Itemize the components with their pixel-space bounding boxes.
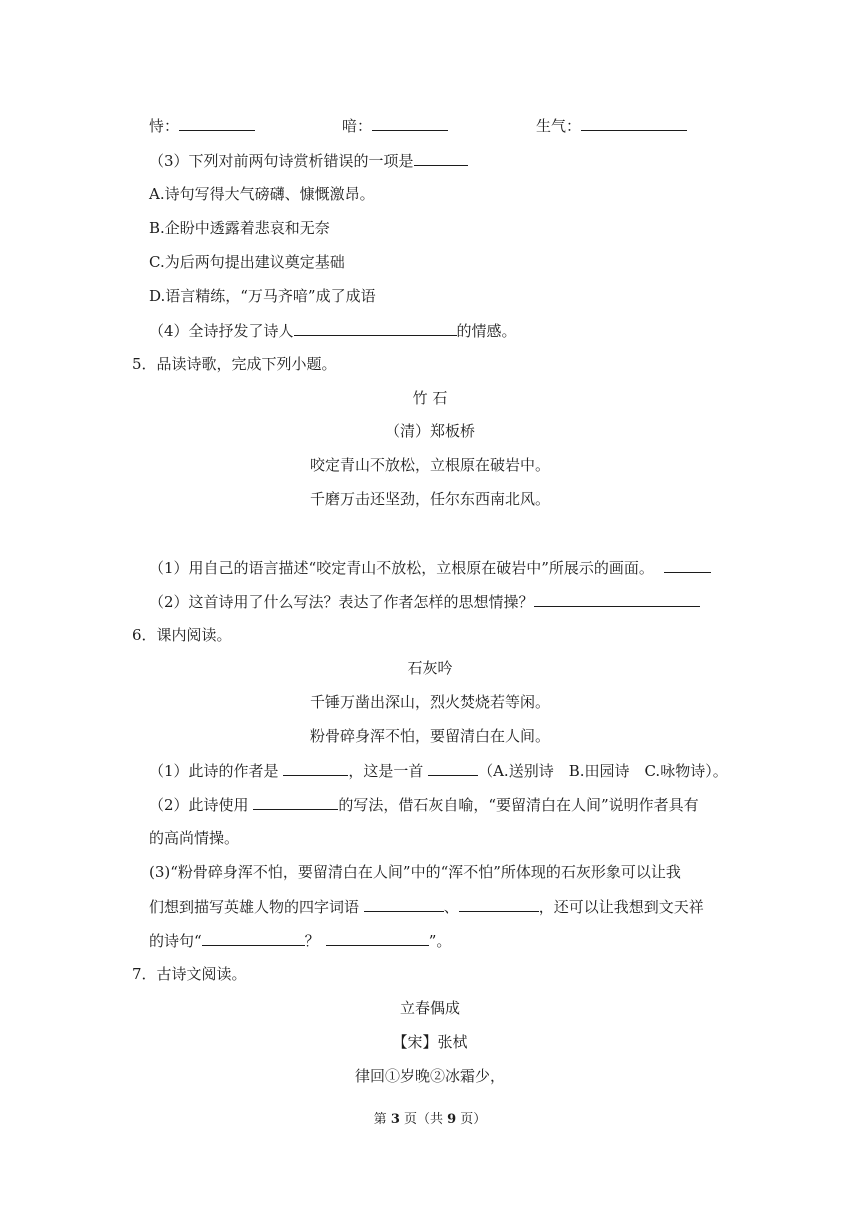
- q6-sub1-c: （A.送别诗 B.田园诗 C.咏物诗）。: [478, 762, 728, 780]
- q6-sub1-a: （1）此诗的作者是: [149, 762, 284, 780]
- q6-sub3-b2: 、: [443, 898, 459, 916]
- q4-sub4-suffix: 的情感。: [456, 322, 517, 340]
- q7-heading: 7．古诗文阅读。: [132, 965, 247, 983]
- q4-sub4-prefix: （4）全诗抒发了诗人: [149, 322, 294, 340]
- q5-sub2-text: （2）这首诗用了什么写法？表达了作者怎样的思想情操？: [149, 593, 534, 611]
- q6-sub3-line2: [149, 896, 704, 917]
- answer-blank-q6-author[interactable]: [283, 760, 348, 776]
- total-pages: 9: [447, 1112, 457, 1127]
- q7-poem-author: 【宋】张栻: [392, 1033, 468, 1051]
- answer-blank-q5-1[interactable]: [664, 557, 711, 573]
- q4-option-a: A.诗句写得大气磅礴、慷慨激昂。: [149, 185, 375, 203]
- q6-sub3-b1: 们想到描写英雄人物的四字词语: [149, 898, 364, 916]
- q4-row1-b: [342, 115, 448, 136]
- q5-poem-line-2: 千磨万击还坚劲，任尔东西南北风。: [309, 490, 550, 508]
- answer-blank-q4-3[interactable]: [414, 150, 468, 166]
- q5-poem-author: （清）郑板桥: [384, 422, 475, 440]
- word-yin-label: 喑：: [342, 117, 373, 135]
- word-shi-label: 恃：: [149, 117, 180, 135]
- q6-heading: 6．课内阅读。: [132, 626, 232, 644]
- q4-row1-c: [536, 115, 687, 136]
- q7-poem-line-1: 律回①岁晚②冰霜少，: [354, 1067, 505, 1085]
- q6-sub3-line3: [149, 930, 451, 951]
- q6-sub3-c2: ？: [304, 932, 320, 950]
- q4-option-c: C.为后两句提出建议奠定基础: [149, 253, 345, 271]
- q6-sub2-cont: 的高尚情操。: [149, 829, 240, 847]
- q6-sub3-line1: (3)“粉骨碎身浑不怕，要留清白在人间”中的“浑不怕”所体现的石灰形象可以让我: [149, 863, 681, 881]
- q4-sub3-text: （3）下列对前两句诗赏析错误的一项是: [149, 152, 414, 170]
- q5-heading: 5．品读诗歌，完成下列小题。: [132, 355, 337, 373]
- q4-option-d: D.语言精练，“万马齐喑”成了成语: [149, 287, 376, 305]
- q6-sub3-c3: ”。: [428, 932, 452, 950]
- q4-option-b: B.企盼中透露着悲哀和无奈: [149, 219, 330, 237]
- q5-poem-title: 竹 石: [412, 389, 448, 407]
- footer-text-c: 页）: [456, 1112, 487, 1127]
- answer-blank-shi[interactable]: [179, 115, 255, 131]
- page-number: 3: [390, 1112, 400, 1127]
- q6-sub1: [149, 760, 728, 781]
- q5-sub2: [149, 591, 700, 612]
- answer-blank-q6-idiom-2[interactable]: [459, 896, 539, 912]
- q6-sub1-b: ，这是一首: [348, 762, 429, 780]
- answer-blank-q6-idiom-1[interactable]: [364, 896, 444, 912]
- word-shengqi-label: 生气：: [536, 117, 582, 135]
- q6-sub2: [149, 794, 699, 815]
- footer-text-b: 页（共: [399, 1112, 448, 1127]
- answer-blank-q6-type[interactable]: [428, 760, 478, 776]
- q4-sub4: [149, 320, 517, 341]
- page-footer: [0, 1110, 860, 1130]
- q4-sub3: [149, 150, 468, 171]
- answer-blank-shengqi[interactable]: [581, 115, 687, 131]
- q5-sub1: [149, 557, 711, 578]
- q7-poem-title: 立春偶成: [399, 999, 460, 1017]
- q6-poem-line-2: 粉骨碎身浑不怕，要留清白在人间。: [309, 727, 550, 745]
- answer-blank-q5-2[interactable]: [534, 591, 700, 607]
- q6-sub2-a: （2）此诗使用: [149, 796, 254, 814]
- q6-sub3-b3: ，还可以让我想到文天祥: [538, 898, 704, 916]
- q4-row1: [149, 115, 255, 136]
- q5-sub1-text: （1）用自己的语言描述“咬定青山不放松，立根原在破岩中”所展示的画面。: [149, 559, 654, 577]
- answer-blank-yin[interactable]: [372, 115, 448, 131]
- q5-poem-line-1: 咬定青山不放松，立根原在破岩中。: [309, 456, 550, 474]
- answer-blank-q6-poem-2[interactable]: [326, 930, 429, 946]
- answer-blank-q6-poem-1[interactable]: [202, 930, 305, 946]
- q6-sub3-c1: 的诗句“: [149, 932, 202, 950]
- q6-poem-line-1: 千锤万凿出深山，烈火焚烧若等闲。: [309, 693, 550, 711]
- q6-sub2-b: 的写法，借石灰自喻，“要留清白在人间”说明作者具有: [338, 796, 699, 814]
- footer-text-a: 第: [373, 1112, 391, 1127]
- answer-blank-q4-4[interactable]: [294, 320, 457, 336]
- answer-blank-q6-method[interactable]: [253, 794, 338, 810]
- q6-poem-title: 石灰吟: [407, 659, 453, 677]
